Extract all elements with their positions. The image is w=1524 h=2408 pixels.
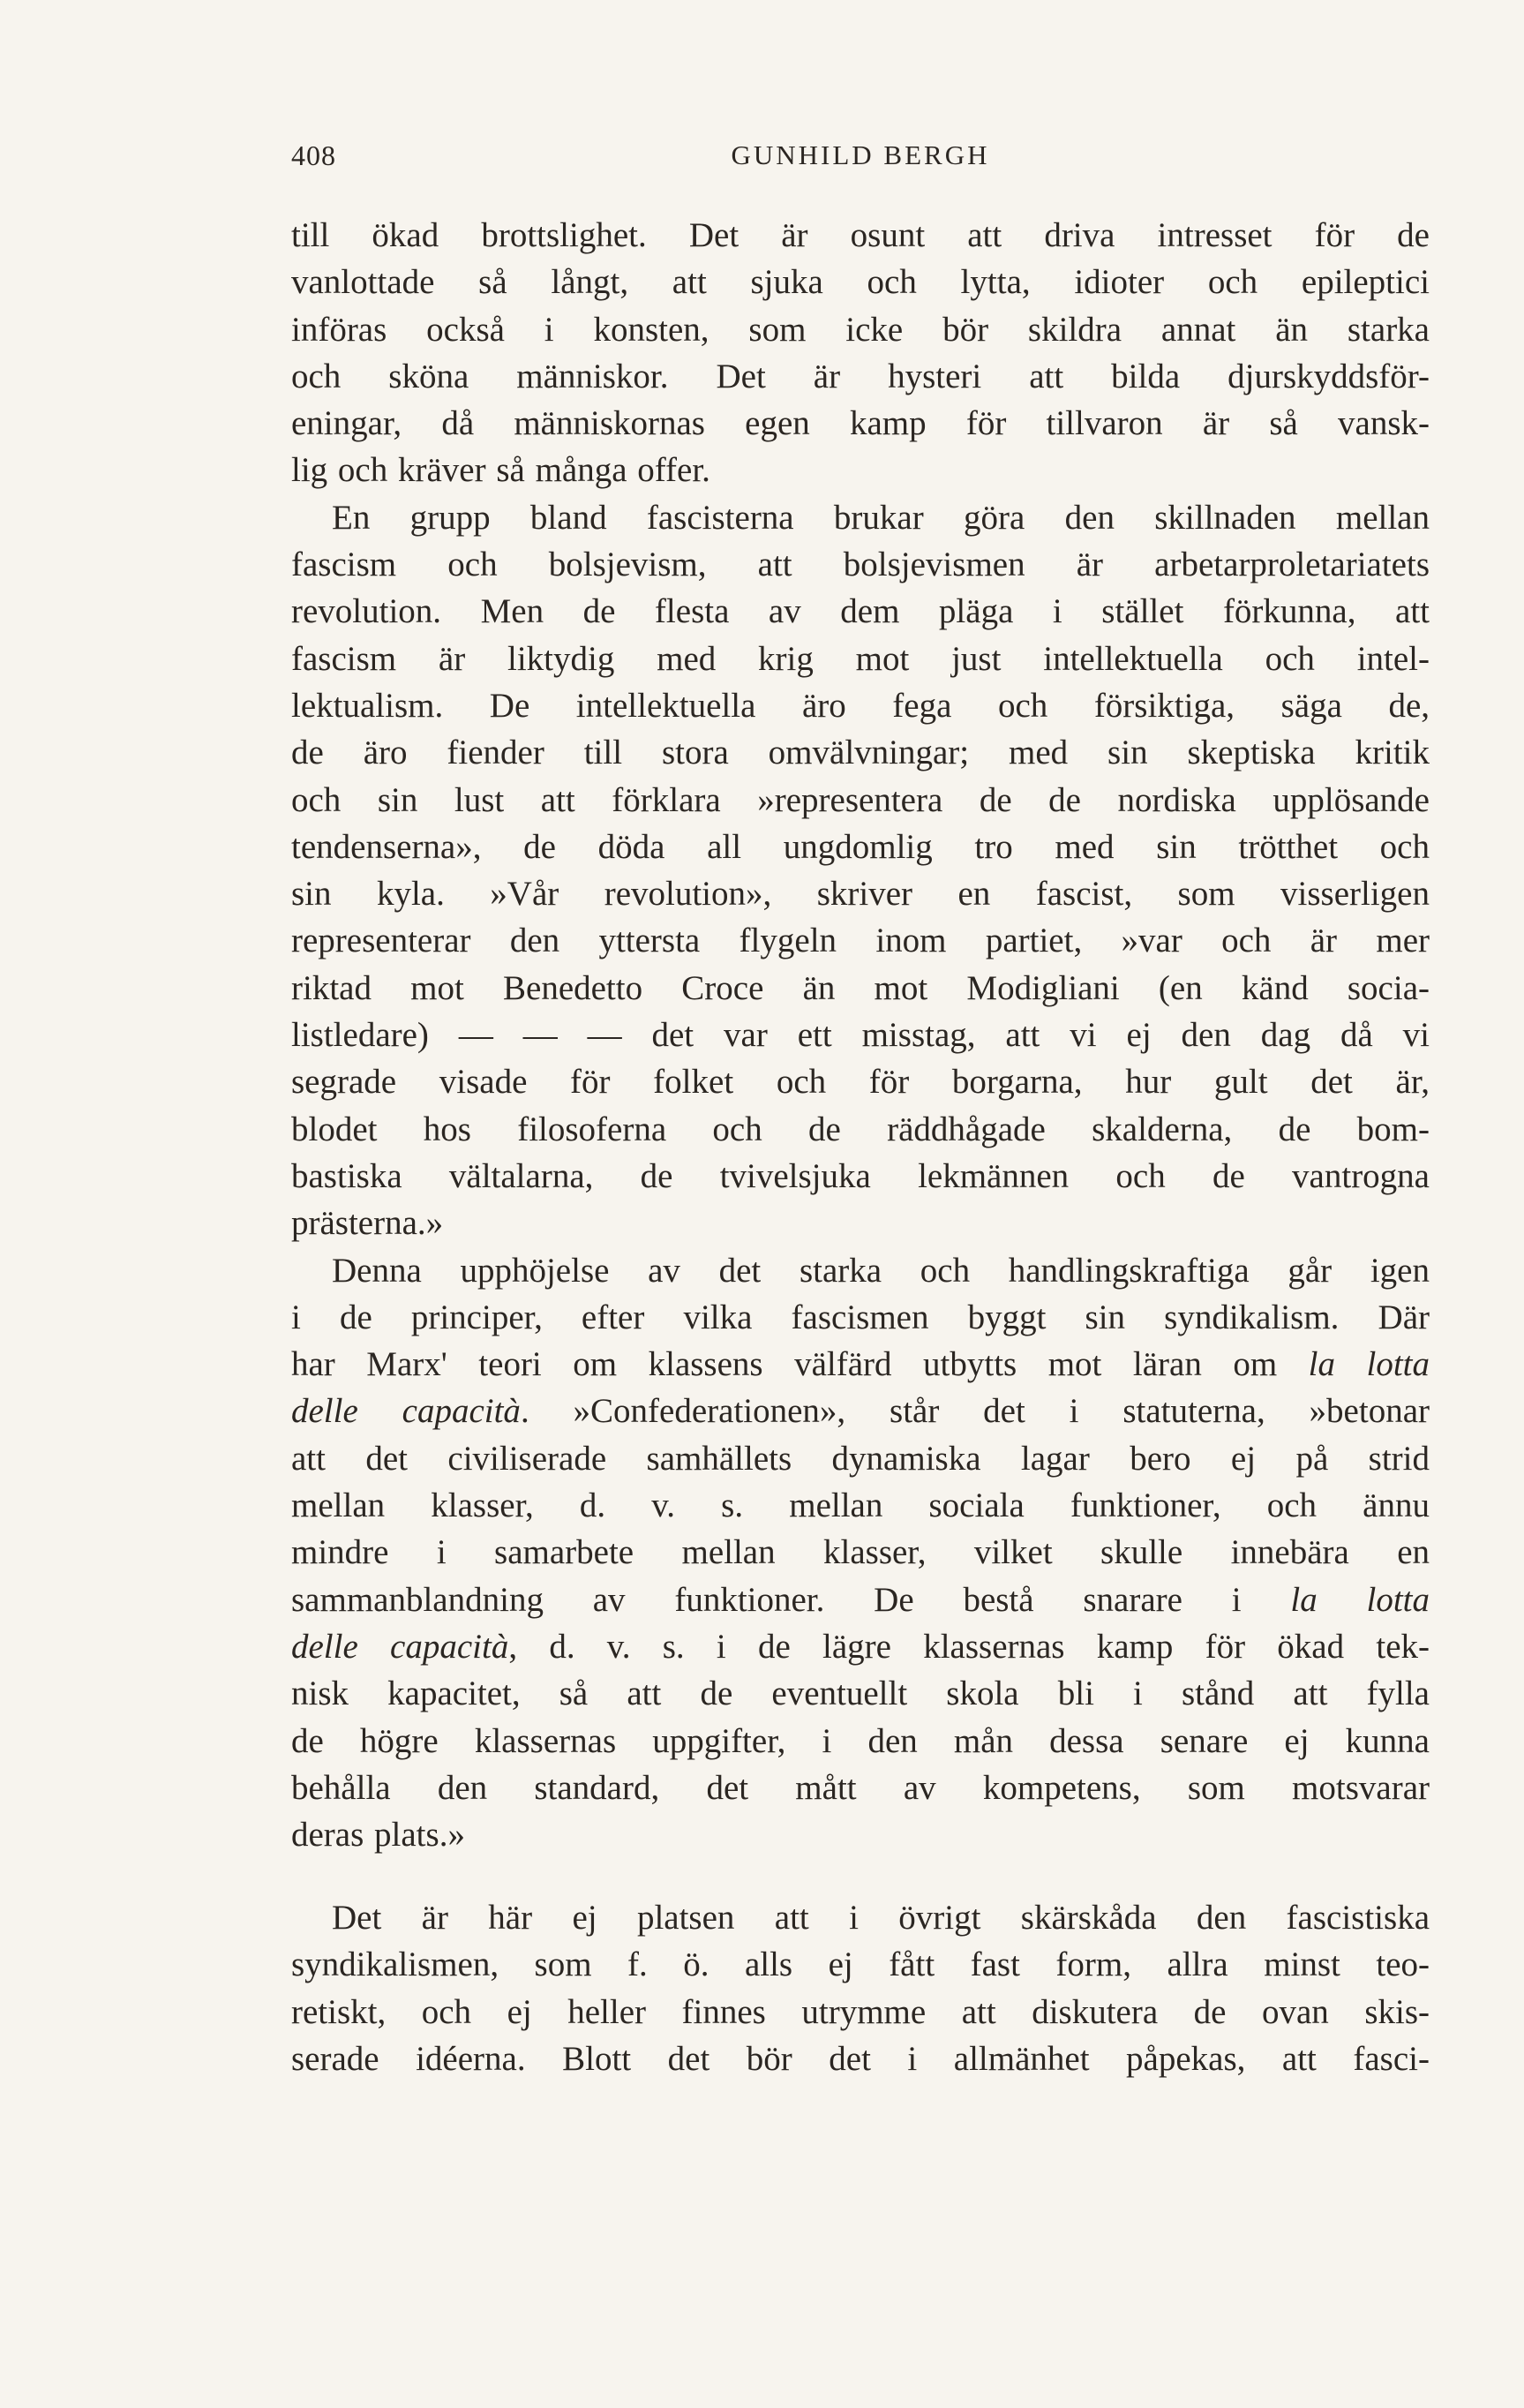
text-line: och sköna människor. Det är hysteri att bilda djurskyddsför- bbox=[291, 357, 1430, 395]
text-line: i de principer, efter vilka fascismen byggt sin syndikalism. Där bbox=[291, 1298, 1430, 1336]
text-segment: har Marx' teori om klassens välfärd utbytts mot läran om bbox=[291, 1345, 1309, 1384]
text-line: bastiska vältalarna, de tvivelsjuka lekmännen och de vantrogna bbox=[291, 1156, 1430, 1195]
text-line: mellan klasser, d. v. s. mellan sociala funktioner, och ännu bbox=[291, 1486, 1430, 1525]
text-line: Denna upphöjelse av det starka och handlingskraftiga går igen bbox=[332, 1251, 1430, 1290]
text-line: de högre klassernas uppgifter, i den mån dessa senare ej kunna bbox=[291, 1721, 1430, 1760]
text-line: prästerna.» bbox=[291, 1204, 444, 1243]
text-line bbox=[291, 1341, 1430, 1388]
body-text bbox=[291, 212, 1430, 1858]
text-line: och sin lust att förklara »representera de de nordiska upplösande bbox=[291, 780, 1430, 819]
text-line: fascism och bolsjevism, att bolsjevismen är arbetarproletariatets bbox=[291, 546, 1430, 584]
running-head bbox=[291, 139, 1430, 175]
italic-term: la lotta bbox=[1290, 1580, 1430, 1619]
text-line: listledare) — — — det var ett misstag, att vi ej den dag då vi bbox=[291, 1016, 1430, 1055]
text-line: En grupp bland fascisterna brukar göra den skillnaden mellan bbox=[332, 498, 1430, 537]
text-line: införas också i konsten, som icke bör skildra annat än starka bbox=[291, 310, 1430, 349]
text-segment: , d. v. s. i de lägre klassernas kamp för ökad tek- bbox=[508, 1627, 1430, 1666]
body-text-continued bbox=[291, 1894, 1430, 2082]
running-title: GUNHILD BERGH bbox=[731, 139, 990, 170]
text-line: lig och kräver så många offer. bbox=[291, 451, 710, 490]
text-line: behålla den standard, det mått av kompetens, som motsvarar bbox=[291, 1768, 1430, 1807]
text-line: fascism är liktydig med krig mot just intellektuella och intel- bbox=[291, 639, 1430, 678]
text-line: segrade visade för folket och för borgarna, hur gult det är, bbox=[291, 1063, 1430, 1102]
text-line: tendenserna», de döda all ungdomlig tro med sin trötthet och bbox=[291, 827, 1430, 866]
text-line: blodet hos filosoferna och de räddhågade skalderna, de bom- bbox=[291, 1110, 1430, 1148]
text-line: retiskt, och ej heller finnes utrymme att diskutera de ovan skis- bbox=[291, 1992, 1430, 2031]
text-segment: sammanblandning av funktioner. De bestå snarare i bbox=[291, 1580, 1291, 1619]
text-line: eningar, då människornas egen kamp för tillvaron är så vansk- bbox=[291, 404, 1430, 443]
text-segment: . »Confederationen», står det i statuterna, »betonar bbox=[520, 1392, 1430, 1431]
text-line: lektualism. De intellektuella äro fega och försiktiga, säga de, bbox=[291, 686, 1430, 725]
text-line: att det civiliserade samhällets dynamiska lagar bero ej på strid bbox=[291, 1439, 1430, 1478]
text-line: till ökad brottslighet. Det är osunt att driva intresset för de bbox=[291, 216, 1430, 254]
text-line bbox=[291, 1576, 1430, 1623]
text-line bbox=[291, 1388, 1430, 1434]
italic-term: la lotta bbox=[1308, 1345, 1430, 1384]
text-line: revolution. Men de flesta av dem pläga i stället förkunna, att bbox=[291, 592, 1430, 631]
text-line: sin kyla. »Vår revolution», skriver en fascist, som visserligen bbox=[291, 875, 1430, 914]
text-line bbox=[291, 1623, 1430, 1670]
text-line: representerar den yttersta flygeln inom partiet, »var och är mer bbox=[291, 922, 1430, 960]
text-line: riktad mot Benedetto Croce än mot Modigliani (en känd socia- bbox=[291, 968, 1430, 1007]
text-line: deras plats.» bbox=[291, 1816, 465, 1855]
text-line: vanlottade så långt, att sjuka och lytta, idioter och epileptici bbox=[291, 263, 1430, 302]
text-line: mindre i samarbete mellan klasser, vilket skulle innebära en bbox=[291, 1533, 1430, 1572]
italic-term: delle capacità bbox=[291, 1627, 509, 1666]
page-number: 408 bbox=[291, 139, 336, 171]
text-line: serade idéerna. Blott det bör det i allmänhet påpekas, att fasci- bbox=[291, 2039, 1430, 2078]
text-line: Det är här ej platsen att i övrigt skärskåda den fascistiska bbox=[332, 1899, 1430, 1937]
text-line: syndikalismen, som f. ö. alls ej fått fast form, allra minst teo- bbox=[291, 1945, 1430, 1984]
italic-term: delle capacità bbox=[291, 1392, 521, 1431]
text-line: nisk kapacitet, så att de eventuellt skola bli i stånd att fylla bbox=[291, 1674, 1430, 1713]
text-line: de äro fiender till stora omvälvningar; med sin skeptiska kritik bbox=[291, 734, 1430, 772]
